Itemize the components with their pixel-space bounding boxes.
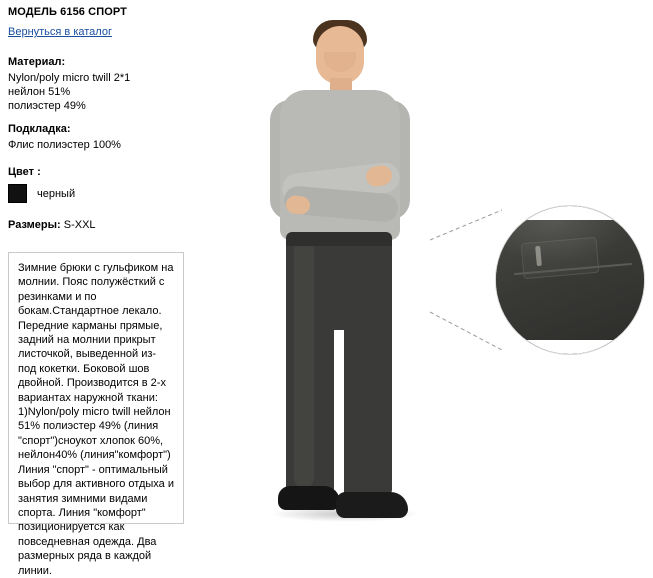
material-line-1: Nylon/poly micro twill 2*1 <box>8 72 131 84</box>
description-box <box>8 252 184 577</box>
lining-value: Флис полиэстер 100% <box>8 139 121 151</box>
model-trousers-shading <box>294 240 314 488</box>
color-heading: Цвет : <box>8 166 41 178</box>
sizes-label: Размеры: <box>8 219 61 231</box>
detail-crop-top <box>496 206 644 220</box>
material-line-2: нейлон 51% <box>8 86 71 98</box>
sizes-value: S-XXL <box>63 219 96 231</box>
model-trousers-waistband <box>286 232 392 246</box>
sizes-row <box>8 219 193 231</box>
product-info-column <box>8 6 193 245</box>
model-left-shoe <box>278 486 340 510</box>
material-line-3: полиэстер 49% <box>8 100 86 112</box>
detail-highlight <box>506 214 626 264</box>
back-to-catalog-link[interactable]: Вернуться в каталог <box>8 26 112 38</box>
model-photo <box>208 0 478 543</box>
lining-block <box>8 123 193 152</box>
page-title: МОДЕЛЬ 6156 СПОРТ <box>8 6 127 18</box>
lining-heading: Подкладка: <box>8 123 71 135</box>
pocket-detail-image <box>495 205 645 355</box>
model-trousers-leg-gap <box>334 330 344 494</box>
color-swatch-label: черный <box>37 187 76 200</box>
material-heading: Материал: <box>8 56 66 68</box>
color-row <box>8 184 193 203</box>
material-block <box>8 56 193 113</box>
model-right-shoe <box>336 492 408 518</box>
detail-crop-bottom <box>496 340 644 354</box>
description-text: Зимние брюки с гульфиком на молнии. Пояс полужёсткий с резинками и по бокам.Стандартное лекало. Передние карманы прямые, задний на молнии прикрыт листочкой, выведенной из-под кокетки. Боковой шов двойной. Производится в 2-х вариантах наружной ткани: 1)Nylon/poly micro twill нейлон 51% полиэстер 49% (линия "спорт")сноукот хлопок 60%, нейлон40% (линия"комфорт") Линия "спорт" - оптимальный выбор для активного отдыха и занятия зимними видами спорта. Линия "комфорт" позиционируется как повседневная одежда. Два размерных ряда в каждой линии. <box>18 262 178 577</box>
color-swatch-black[interactable] <box>8 184 27 203</box>
